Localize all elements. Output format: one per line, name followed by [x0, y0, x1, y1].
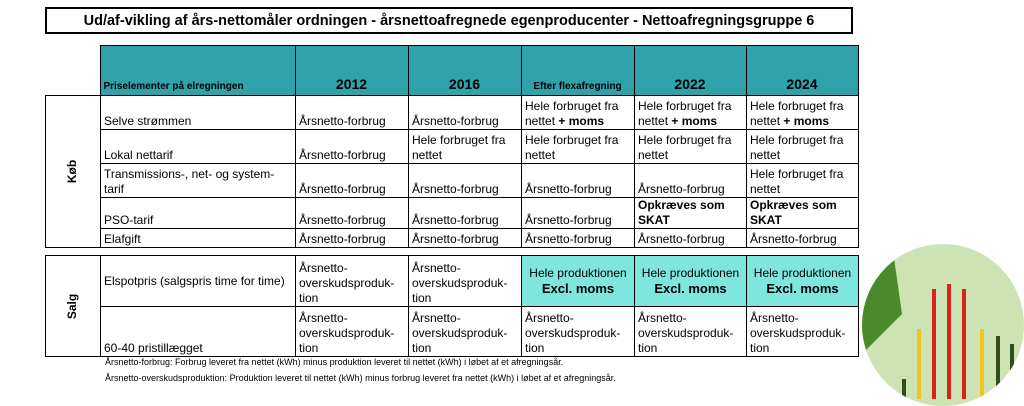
cell: Hele forbruget fra nettet	[747, 130, 859, 164]
cell: Hele forbruget fra nettet	[522, 130, 635, 164]
cell: Årsnetto-forbrug	[296, 198, 409, 229]
cell: Årsnetto-forbrug	[409, 229, 522, 248]
header-col-2016: 2016	[408, 46, 521, 96]
salg-table	[45, 255, 859, 357]
table-header	[45, 45, 859, 96]
table-row	[46, 256, 859, 307]
cell: Årsnetto-overskudsproduk-tion	[409, 256, 522, 307]
cell: Årsnetto-forbrug	[522, 164, 635, 198]
cell: Årsnetto-forbrug	[296, 164, 409, 198]
cell: Årsnetto-forbrug	[522, 229, 635, 248]
row-label: Selve strømmen	[101, 96, 296, 130]
cell-highlight: Hele produktionen Excl. moms	[635, 256, 747, 307]
row-label: Elspotpris (salgspris time for time)	[101, 256, 296, 307]
table-row	[46, 96, 859, 130]
salg-side-label: Salg	[46, 256, 101, 357]
cell: Årsnetto-forbrug	[747, 229, 859, 248]
energy-bars-logo-icon	[862, 244, 1024, 406]
table-row	[46, 229, 859, 248]
cell: Hele forbruget fra nettet	[747, 164, 859, 198]
row-label: Lokal nettarif	[101, 130, 296, 164]
row-label: Transmissions-, net- og system-tarif	[101, 164, 296, 198]
header-spacer	[45, 46, 100, 96]
table-row	[46, 307, 859, 357]
footnote-1: Årsnetto-forbrug: Forbrug leveret fra nettet (kWh) minus produktion leveret til nettet (kWh) i løbet af et afregningsår.	[105, 357, 564, 367]
cell: Årsnetto-forbrug	[296, 96, 409, 130]
header-label: Priselementer på elregningen	[100, 46, 295, 96]
cell: Hele forbruget fra nettet	[635, 130, 747, 164]
cell: Årsnetto-overskudsproduk-tion	[635, 307, 747, 357]
cell: Årsnetto-forbrug	[635, 229, 747, 248]
cell: Hele forbruget fra nettet + moms	[522, 96, 635, 130]
table-row	[46, 164, 859, 198]
cell-highlight: Hele produktionen Excl. moms	[522, 256, 635, 307]
cell: Årsnetto-forbrug	[296, 229, 409, 248]
cell: Opkræves som SKAT	[747, 198, 859, 229]
cell: Hele forbruget fra nettet + moms	[747, 96, 859, 130]
cell: Hele forbruget fra nettet + moms	[635, 96, 747, 130]
row-label: PSO-tarif	[101, 198, 296, 229]
page-title: Ud/af-vikling af års-nettomåler ordningen - årsnettoafregnede egenproducenter - Nettoafregningsgruppe 6	[45, 7, 853, 34]
row-label: 60-40 pristillægget	[101, 307, 296, 357]
cell: Årsnetto-overskudsproduk-tion	[409, 307, 522, 357]
cell: Opkræves som SKAT	[635, 198, 747, 229]
cell: Årsnetto-forbrug	[296, 130, 409, 164]
table-row	[46, 198, 859, 229]
footnote-2: Årsnetto-overskudsproduktion: Produktion leveret til nettet (kWh) minus forbrug leveret fra nettet (kWh) i løbet af et afregningsår.	[105, 373, 616, 383]
header-col-2024: 2024	[746, 46, 858, 96]
kob-side-label: Køb	[46, 96, 101, 248]
cell: Årsnetto-forbrug	[635, 164, 747, 198]
cell: Årsnetto-overskudsproduk-tion	[522, 307, 635, 357]
cell: Årsnetto-overskudsproduk-tion	[296, 307, 409, 357]
cell: Årsnetto-overskudsproduk-tion	[296, 256, 409, 307]
cell: Årsnetto-forbrug	[409, 198, 522, 229]
header-col-2012: 2012	[295, 46, 408, 96]
header-col-flex: Efter flexafregning	[521, 46, 634, 96]
cell: Årsnetto-forbrug	[409, 164, 522, 198]
row-label: Elafgift	[101, 229, 296, 248]
cell: Årsnetto-forbrug	[522, 198, 635, 229]
kob-table	[45, 95, 859, 248]
table-row	[46, 130, 859, 164]
cell: Årsnetto-overskudsproduk-tion	[747, 307, 859, 357]
cell-highlight: Hele produktionen Excl. moms	[747, 256, 859, 307]
cell: Hele forbruget fra nettet	[409, 130, 522, 164]
header-col-2022: 2022	[634, 46, 746, 96]
cell: Årsnetto-forbrug	[409, 96, 522, 130]
